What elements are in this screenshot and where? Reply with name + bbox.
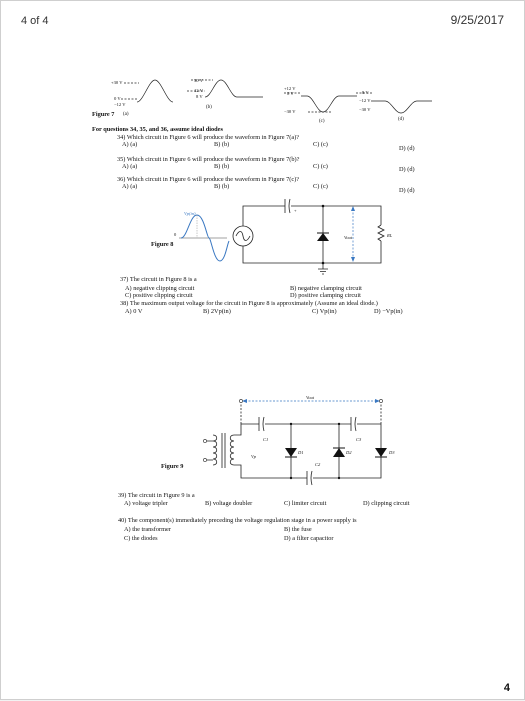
q35-option-c: C) (c) [313,163,328,170]
fig7-panel-d: (d) [398,117,404,122]
q36-option-b: B) (b) [214,183,230,190]
fig7c-level-bottom: −30 V [284,109,296,114]
fig9-vp-label: Vp [251,454,256,459]
fig9-c1-label: C1 [263,437,269,442]
fig9-d1-label: D1 [298,450,304,455]
q40-option-c: C) the diodes [124,535,158,542]
fig9-d2-label: D2 [346,450,352,455]
q40-option-a: A) the transformer [124,526,171,533]
figure-9-caption: Figure 9 [161,463,184,470]
fig8-plus-label: + [294,208,297,213]
fig9-c3-label: C3 [356,437,362,442]
q38-option-d: D) −Vp(in) [374,308,403,315]
q34-option-a: A) (a) [122,141,138,148]
q39-option-a: A) voltage tripler [124,500,168,507]
fig7b-level-low: 8 V [196,94,203,99]
figure-9-circuit [1,1,525,701]
q39-stem: 39) The circuit in Figure 9 is a [118,492,195,499]
q36-option-c: C) (c) [313,183,328,190]
fig7c-level-mid: 8 V [287,91,294,96]
q38-option-b: B) 2Vp(in) [203,308,231,315]
q35-option-a: A) (a) [122,163,138,170]
fig7b-level-mid: 12 V [194,88,203,93]
fig7b-level-top: 30 V [194,78,203,83]
q35-option-b: B) (b) [214,163,230,170]
fig7c-level-top: +12 V [284,86,296,91]
fig8-vin-label: Vp(in) [184,211,196,216]
figure-7-caption: Figure 7 [92,111,115,118]
q39-option-b: B) voltage doubler [205,500,253,507]
fig8-zero-label: 0 [174,232,177,237]
fig7a-level-zero: 0 V [114,96,121,101]
fig9-vout-label: Vout [306,395,315,400]
q37-option-d: D) positive clamping circuit [290,292,361,299]
q36-option-d: D) (d) [399,187,415,194]
q34-stem: 34) Which circuit in Figure 6 will produce the waveform in Figure 7(a)? [117,134,300,141]
q35-option-d: D) (d) [399,166,415,173]
q39-option-c: C) limiter circuit [284,500,327,507]
q36-option-a: A) (a) [122,183,138,190]
date-stamp: 9/25/2017 [450,13,504,27]
q34-option-b: B) (b) [214,141,230,148]
fig7-panel-c: (c) [319,119,325,124]
q37-option-a: A) negative clipping circuit [125,285,195,292]
fig7d-level-top: 8 V [362,90,369,95]
q37-option-b: B) negative clamping circuit [290,285,362,292]
page-indicator: 4 of 4 [21,15,49,27]
q35-stem: 35) Which circuit in Figure 6 will produce the waveform in Figure 7(b)? [117,156,300,163]
page-number: 4 [503,682,510,694]
q38-option-a: A) 0 V [125,308,143,315]
questions-intro: For questions 34, 35, and 36, assume ideal diodes [92,126,223,133]
fig7a-level-top: +30 V [111,80,123,85]
q36-stem: 36) Which circuit in Figure 6 will produce the waveform in Figure 7(c)? [117,176,300,183]
fig7d-level-mid: −12 V [359,98,371,103]
q34-option-c: C) (c) [313,141,328,148]
figure-8-caption: Figure 8 [151,241,174,248]
fig7-panel-a: (a) [123,112,129,117]
q40-option-b: B) the fuse [284,526,312,533]
q40-stem: 40) The component(s) immediately preceding the voltage regulation stage in a power supply is [118,517,357,524]
q34-option-d: D) (d) [399,145,415,152]
fig7-panel-b: (b) [206,105,212,110]
fig8-rl-label: RL [387,233,393,238]
fig9-d3-label: D3 [389,450,395,455]
q38-stem: 38) The maximum output voltage for the circuit in Figure 8 is approximately (Assume an ideal diode.) [120,300,378,307]
fig7a-level-bottom: −12 V [114,102,126,107]
fig7d-level-bottom: −30 V [359,107,371,112]
fig8-vout-label: Vout [344,235,353,240]
q39-option-d: D) clipping circuit [363,500,410,507]
q37-stem: 37) The circuit in Figure 8 is a [120,276,197,283]
q38-option-c: C) Vp(in) [312,308,337,315]
fig9-c2-label: C2 [315,462,321,467]
q37-option-c: C) positive clipping circuit [125,292,193,299]
q40-option-d: D) a filter capacitor [284,535,334,542]
